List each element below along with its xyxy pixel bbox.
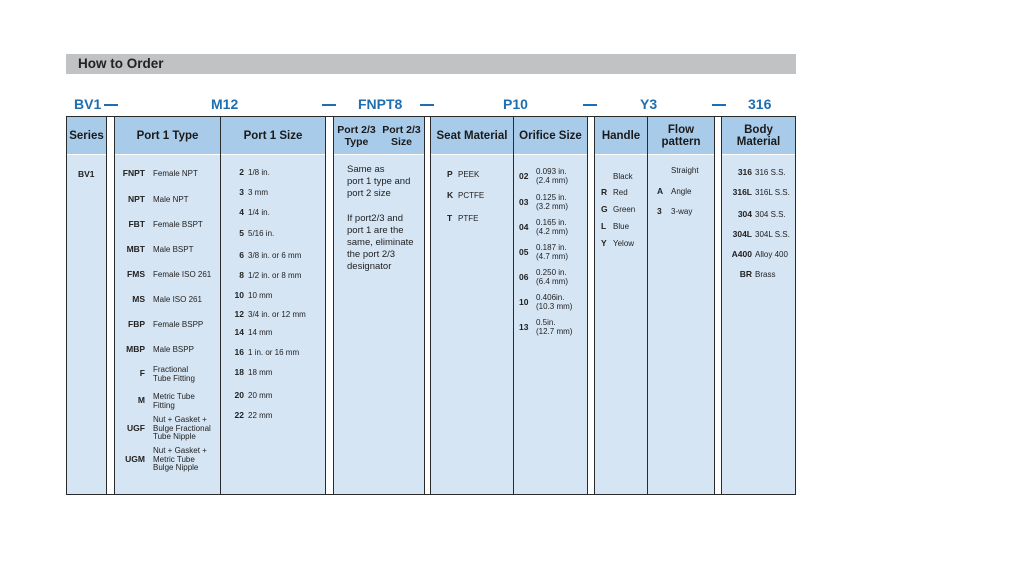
- port1-size-code: 16: [234, 347, 244, 357]
- divider: [722, 154, 795, 155]
- orifice-desc: 0.250 in.: [536, 268, 567, 277]
- handle-desc: Red: [613, 188, 628, 197]
- port1-type-desc: Male NPT: [153, 195, 189, 204]
- port1-size-code: 18: [234, 367, 244, 377]
- seat-desc: PCTFE: [458, 191, 485, 200]
- port1-type-desc: Tube Nipple: [153, 432, 196, 441]
- port1-size-desc: 22 mm: [248, 411, 273, 420]
- orifice-desc: (4.2 mm): [536, 226, 568, 236]
- orifice-desc: 0.5in.: [536, 318, 556, 327]
- port1-type-desc: Nut + Gasket +: [153, 446, 207, 455]
- port1-type-desc: Tube Fitting: [153, 373, 195, 383]
- port1-size-code: 10: [234, 290, 244, 300]
- code-dash: [583, 104, 597, 106]
- port1-size-desc: 1/2 in. or 8 mm: [248, 271, 302, 280]
- port1-type-desc: Metric Tube: [153, 454, 195, 464]
- divider: [595, 154, 714, 155]
- code-port23: FNPT8: [358, 96, 403, 112]
- orifice-desc: 0.125 in.: [536, 193, 567, 202]
- code-handle: Y3: [640, 96, 658, 112]
- orifice-code: 05: [519, 247, 529, 257]
- divider: [67, 154, 106, 155]
- body-code: 316: [737, 167, 752, 177]
- port1-size-code: 14: [234, 327, 244, 337]
- port1-size-code: 4: [239, 207, 244, 217]
- port1-size-code: 12: [234, 309, 244, 319]
- port1-type-desc: Female BSPT: [153, 220, 203, 229]
- port1-type-code: FBP: [128, 319, 145, 329]
- body-code: BR: [739, 269, 752, 279]
- port1-size-desc: 20 mm: [248, 391, 273, 400]
- port1-size-desc: 18 mm: [248, 368, 273, 377]
- seat-desc: PTFE: [458, 214, 479, 223]
- orifice-desc: 0.187 in.: [536, 243, 567, 252]
- orifice-code: 02: [519, 171, 529, 181]
- flow-desc: Straight: [671, 166, 699, 175]
- orifice-code: 04: [519, 222, 529, 232]
- orifice-desc: 0.093 in.: [536, 167, 567, 176]
- header-port23-size: Port 2/3 Size: [379, 117, 424, 154]
- port1-type-code: MBP: [126, 344, 145, 354]
- port1-type-desc: Male BSPT: [153, 245, 194, 254]
- port1-size-code: 20: [234, 390, 244, 400]
- port1-type-desc: Bulge Nipple: [153, 463, 199, 472]
- body-desc: 304 S.S.: [755, 210, 786, 219]
- orifice-desc: 0.406in.: [536, 293, 565, 302]
- divider: [334, 154, 424, 155]
- orifice-desc: (3.2 mm): [536, 201, 568, 211]
- port1-type-desc: Bulge Fractional: [153, 423, 211, 433]
- flow-desc: Angle: [671, 187, 692, 196]
- body-desc: 316 S.S.: [755, 168, 786, 177]
- body-desc: Brass: [755, 270, 776, 279]
- port1-size-code: 3: [239, 187, 244, 197]
- seat-code: P: [447, 169, 453, 179]
- table-border: [325, 116, 326, 495]
- code-series: BV1: [74, 96, 102, 112]
- header-handle: Handle: [595, 117, 647, 154]
- table-border: [513, 116, 514, 495]
- handle-code: L: [601, 221, 607, 231]
- flow-desc: 3-way: [671, 207, 693, 216]
- port1-size-desc: 3 mm: [248, 188, 268, 197]
- header-seat: Seat Material: [431, 117, 513, 154]
- port1-type-desc: Female ISO 261: [153, 270, 212, 279]
- code-body: 316: [748, 96, 772, 112]
- flow-code: A: [657, 186, 664, 196]
- port1-type-desc: Female BSPP: [153, 320, 204, 329]
- port1-size-desc: 14 mm: [248, 328, 273, 337]
- table-border: [795, 116, 796, 495]
- orifice-desc: (6.4 mm): [536, 276, 568, 286]
- port1-size-code: 22: [234, 410, 244, 420]
- code-dash: [322, 104, 336, 106]
- header-port1-size: Port 1 Size: [221, 117, 325, 154]
- code-dash: [420, 104, 434, 106]
- table-border: [647, 116, 648, 495]
- table-border: [333, 116, 334, 495]
- seat-code: K: [447, 190, 454, 200]
- port1-type-code: M: [137, 395, 145, 406]
- port23-note: If port2/3 and port 1 are the same, eliminate the port 2/3 designator: [347, 213, 414, 272]
- header-series: Series: [67, 117, 106, 154]
- body-desc: 304L S.S.: [755, 230, 790, 239]
- port1-type-desc: Male BSPP: [153, 345, 194, 354]
- page-title: How to Order: [78, 56, 164, 71]
- orifice-desc: (4.7 mm): [536, 251, 568, 261]
- port1-type-desc: Metric Tube: [153, 392, 195, 401]
- code-dash: [712, 104, 726, 106]
- table-bottom-border: [66, 494, 796, 495]
- port1-type-code: F: [139, 368, 145, 379]
- handle-code: G: [601, 204, 608, 214]
- code-seat: P10: [503, 96, 528, 112]
- seat-desc: PEEK: [458, 170, 480, 179]
- header-port1-type: Port 1 Type: [115, 117, 220, 154]
- body-desc: Alloy 400: [755, 250, 788, 259]
- body-desc: 316L S.S.: [755, 188, 790, 197]
- orifice-desc: (2.4 mm): [536, 175, 568, 185]
- table-border: [430, 116, 431, 495]
- port1-type-desc: Nut + Gasket +: [153, 415, 207, 424]
- table-border: [424, 116, 425, 495]
- port1-size-code: 2: [239, 167, 244, 177]
- orifice-code: 13: [519, 322, 529, 332]
- handle-code: R: [601, 187, 608, 197]
- divider: [431, 154, 587, 155]
- table-border: [594, 116, 595, 495]
- port1-type-code: FNPT: [122, 168, 145, 178]
- orifice-code: 06: [519, 272, 529, 282]
- header-flow: Flow pattern: [648, 117, 714, 154]
- orifice-code: 10: [519, 297, 529, 307]
- table-top-border: [66, 116, 796, 117]
- port1-type-code: MS: [132, 294, 145, 304]
- table-border: [106, 116, 107, 495]
- handle-desc: Blue: [613, 222, 630, 231]
- port1-size-desc: 3/4 in. or 12 mm: [248, 310, 306, 319]
- code-port1: M12: [211, 96, 239, 112]
- port1-type-code: MBT: [126, 244, 145, 254]
- port1-type-code: FMS: [127, 269, 145, 279]
- seat-code: T: [447, 213, 453, 223]
- port1-type-desc: Female NPT: [153, 169, 198, 178]
- series-value: BV1: [78, 169, 95, 179]
- port1-type-code: UGM: [125, 453, 145, 464]
- port1-type-desc: Fitting: [153, 400, 175, 410]
- port1-type-code: FBT: [128, 219, 145, 229]
- port1-size-desc: 5/16 in.: [248, 229, 275, 238]
- port1-size-desc: 1/8 in.: [248, 168, 270, 177]
- handle-desc: Yelow: [613, 239, 635, 248]
- port1-type-code: NPT: [128, 194, 145, 204]
- body-code: 304L: [732, 229, 752, 239]
- port1-size-code: 6: [239, 250, 244, 260]
- orifice-desc: (10.3 mm): [536, 301, 573, 311]
- port1-size-code: 5: [239, 228, 244, 238]
- port1-type-code: UGF: [127, 422, 145, 433]
- body-code: A400: [731, 249, 752, 259]
- header-body: Body Material: [722, 117, 795, 154]
- port1-size-desc: 10 mm: [248, 291, 273, 300]
- port1-type-desc: Male ISO 261: [153, 295, 202, 304]
- header-orifice: Orifice Size: [514, 117, 587, 154]
- port1-size-desc: 3/8 in. or 6 mm: [248, 251, 302, 260]
- orifice-code: 03: [519, 197, 529, 207]
- table-border: [66, 116, 67, 495]
- orifice-desc: 0.165 in.: [536, 218, 567, 227]
- port1-size-desc: 1 in. or 16 mm: [248, 348, 300, 357]
- code-dash: [104, 104, 118, 106]
- header-port23-type: Port 2/3 Type: [334, 117, 379, 154]
- table-border: [714, 116, 715, 495]
- table-border: [587, 116, 588, 495]
- handle-desc: Black: [613, 172, 633, 181]
- section-banner: [66, 54, 796, 74]
- body-code: 304: [737, 209, 752, 219]
- orifice-desc: (12.7 mm): [536, 326, 573, 336]
- port1-size-desc: 1/4 in.: [248, 208, 270, 217]
- handle-code: Y: [601, 238, 607, 248]
- port1-type-desc: Fractional: [153, 365, 189, 374]
- body-code: 316L: [732, 187, 752, 197]
- handle-desc: Green: [613, 205, 636, 214]
- flow-code: 3: [657, 206, 662, 216]
- port1-size-code: 8: [239, 270, 244, 280]
- port23-note: Same as port 1 type and port 2 size: [347, 164, 411, 199]
